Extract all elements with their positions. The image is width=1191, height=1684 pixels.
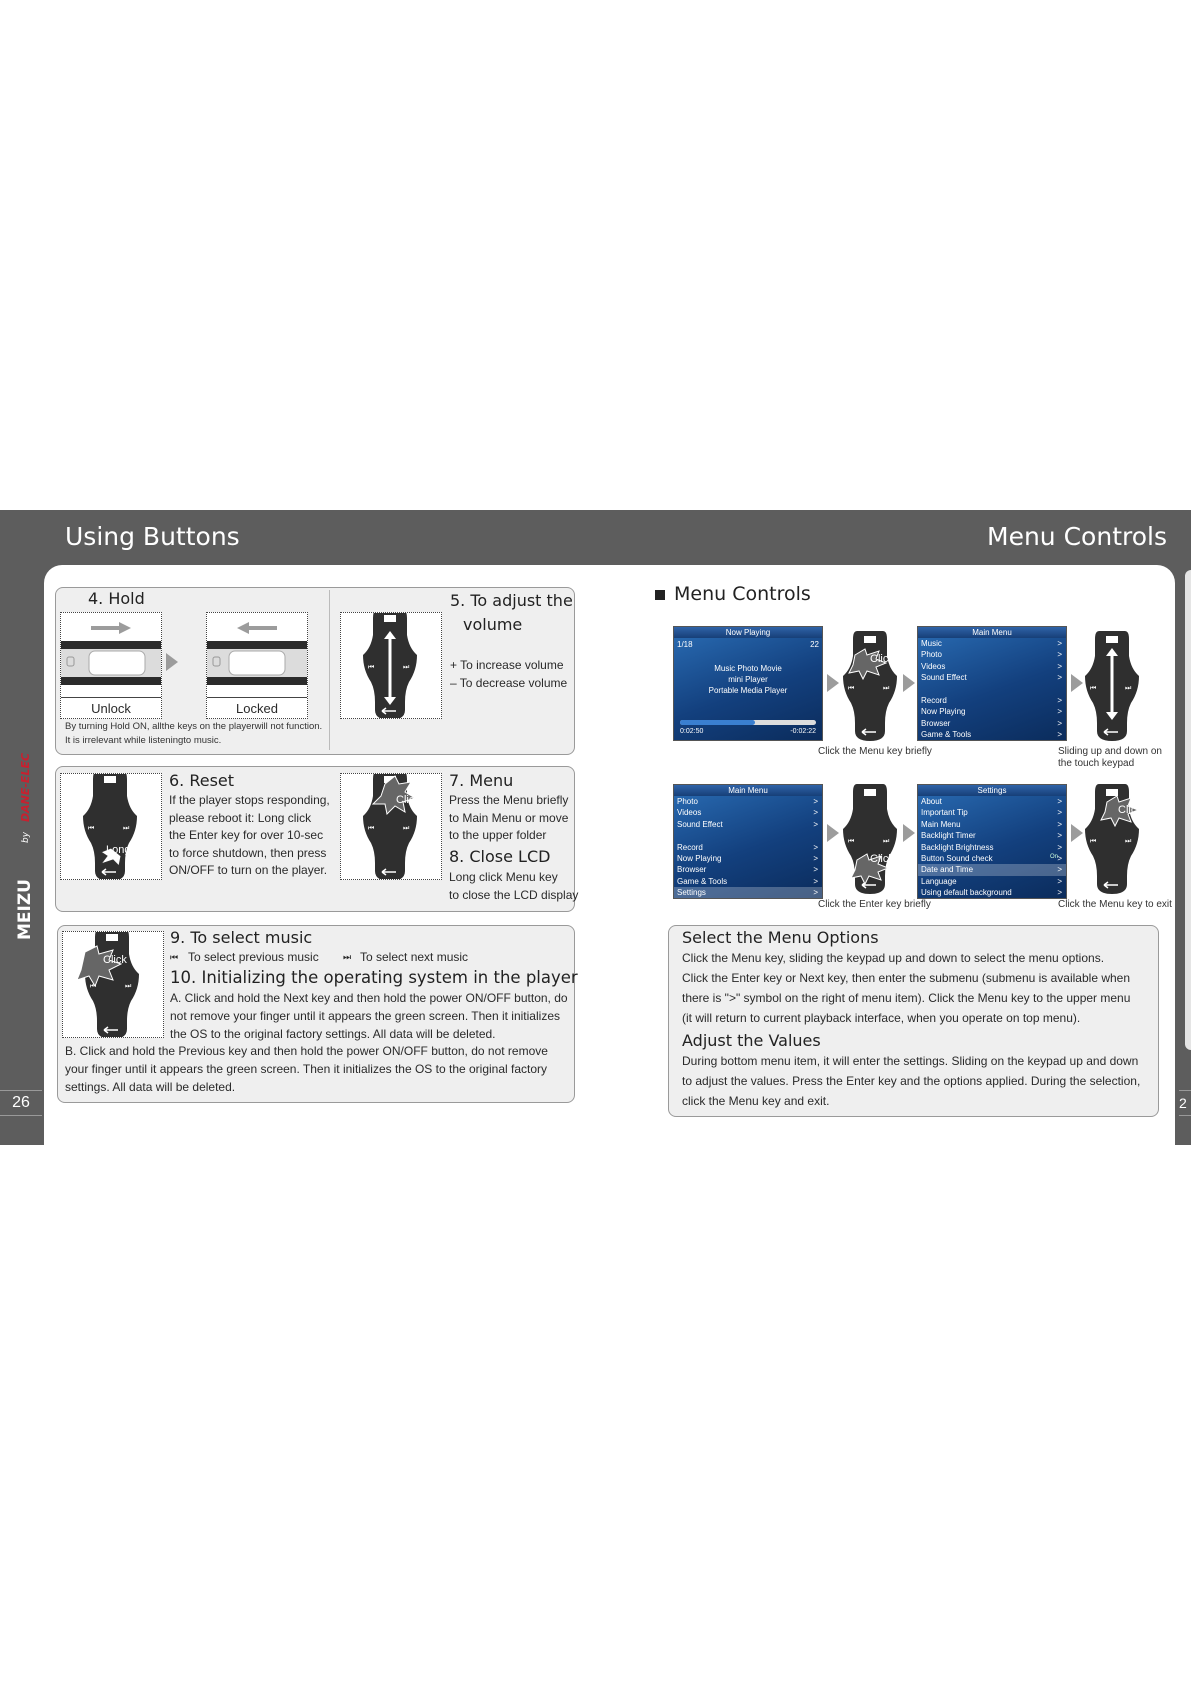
mm1-item-2: Videos > [918,661,1066,672]
brand-vertical [14,740,34,940]
divider [329,590,330,750]
st-item-4: Backlight Brightness > [918,842,1066,853]
close-lcd-line-1: Long click Menu key [449,870,558,884]
mm1-item-0: Music > [918,638,1066,649]
select-options-2: Click the Enter key or Next key, then enter the submenu (submenu is available when [682,971,1131,985]
remaining-time: -0:02:22 [790,728,816,735]
st-item-7: Language > [918,876,1066,887]
adjust-values-3: click the Menu key and exit. [682,1094,830,1108]
select-music-title: 9. To select music [170,928,313,947]
st-item-0: About > [918,796,1066,807]
settings-bar: Settings [918,785,1066,796]
reset-line-4: to force shutdown, then press [169,846,327,860]
menu-line-3: to the upper folder [449,828,547,842]
mm2-item-8: Game & Tools > [674,876,822,887]
keypad-enter-click-icon [843,784,899,894]
volume-title-1: 5. To adjust the [450,591,573,610]
mm2-item-1: Photo > [674,796,822,807]
page-title-left: Using Buttons [65,522,240,551]
init-a-1: A. Click and hold the Next key and then hold the power ON/OFF button, do [170,991,568,1005]
arrow-right-icon [166,653,178,671]
hold-note-1: By turning Hold ON, allthe keys on the playerwill not function. [65,721,323,732]
mm2-item-7: Browser > [674,864,822,875]
main-menu-bar-2: Main Menu [674,785,822,796]
st-item-6: Date and Time > [918,864,1066,875]
mm2-item-3: Sound Effect > [674,819,822,830]
select-options-3: there is ">" symbol on the right of menu item). Click the Menu key to the upper menu [682,991,1131,1005]
reset-keypad [61,774,161,879]
select-keypad-illustration [62,931,164,1038]
hold-title: 4. Hold [88,589,145,608]
arrow-right-icon [1071,674,1083,692]
hold-note-2: It is irrelevant while listeningto music. [65,735,222,746]
locked-label: Locked [207,697,307,718]
menu-line-2: to Main Menu or move [449,811,569,825]
next-track-icon: ⏭ [343,952,352,962]
settings-screen [917,784,1067,899]
now-playing-bar: Now Playing [674,627,822,638]
close-lcd-title: 8. Close LCD [449,847,551,866]
prev-track-icon: ⏮ [170,952,179,962]
volume-keypad [341,613,441,718]
init-a-3: the OS to the original factory settings. All data will be deleted. [170,1027,496,1041]
locked-illustration [206,612,308,719]
init-b-3: settings. All data will be deleted. [65,1080,236,1094]
st-item-8: Using default background > [918,887,1066,898]
mm1-item-3: Sound Effect > [918,672,1066,683]
np-line-1: Music Photo Movie [714,664,782,673]
reset-line-3: the Enter key for over 10-sec [169,828,324,842]
keypad-menu-exit-icon [1085,784,1141,894]
init-a-2: not remove your finger until it appears the green screen. Then it initializes [170,1009,560,1023]
click-badge-1: Click [870,653,894,665]
init-b-1: B. Click and hold the Previous key and then hold the power ON/OFF button, do not remove [65,1044,548,1058]
main-menu-screen-1 [917,626,1067,741]
adjust-values-title: Adjust the Values [682,1031,821,1050]
menu-line-1: Press the Menu briefly [449,793,569,807]
select-options-1: Click the Menu key, sliding the keypad up and down to select the menu options. [682,951,1105,965]
caption-slide-2: the touch keypad [1058,758,1135,769]
select-options-4: (it will return to current playback interface, when you operate on top menu). [682,1011,1081,1025]
main-menu-screen-2 [673,784,823,899]
mm1-item-5: Record > [918,695,1066,706]
volume-decrease: – To decrease volume [450,676,568,690]
click-badge-2: Click [870,853,894,865]
mm2-item-2: Videos > [674,807,822,818]
mm2-item-6: Now Playing > [674,853,822,864]
arrow-right-icon [1071,824,1083,842]
menu-keypad-illustration [340,773,442,880]
brand-partner: DANE-ELEC [19,752,32,822]
menu-title: 7. Menu [449,771,514,790]
np-line-2: mini Player [728,675,768,684]
brand-meizu: MEIZU [15,879,34,940]
adjust-values-2: to adjust the values. Press the Enter key and the options applied. During the selection, [682,1074,1141,1088]
arrow-right-icon [903,824,915,842]
button-sound-on: On [1049,854,1058,860]
volume-title-2: volume [463,615,523,634]
st-item-3: Backlight Timer > [918,830,1066,841]
select-options-title: Select the Menu Options [682,928,879,947]
st-item-1: Important Tip > [918,807,1066,818]
keypad-slide-icon [1085,631,1141,741]
keypad-menu-click-icon [843,631,899,741]
mm1-item-7: Browser > [918,718,1066,729]
page-number-left: 26 [0,1090,42,1116]
arrow-right-icon [903,674,915,692]
progress-fill [680,720,755,725]
elapsed-time: 0:02:50 [680,728,704,735]
unlock-illustration [60,612,162,719]
caption-enter-brief: Click the Enter key briefly [818,899,931,910]
arrow-right-icon [827,674,839,692]
st-item-5: Button Sound check > [918,853,1066,864]
select-next: To select next music [360,950,469,964]
adjust-values-1: During bottom menu item, it will enter the settings. Sliding on the keypad up and down [682,1054,1139,1068]
reset-line-2: please reboot it: Long click [169,811,312,825]
reset-line-1: If the player stops responding, [169,793,330,807]
next-page-edge [1185,570,1191,1050]
caption-slide-1: Sliding up and down on [1058,746,1162,757]
brand-logo [14,740,34,940]
st-item-2: Main Menu > [918,819,1066,830]
page-number-right: 2 [1179,1090,1191,1116]
click-badge-3: Click [1118,804,1142,816]
menu-controls-title: Menu Controls [674,583,811,605]
hold-switch-locked [207,613,307,699]
progress-track [680,720,816,725]
long-click-badge: Long Click [106,844,158,856]
select-prev: To select previous music [188,950,319,964]
reset-title: 6. Reset [169,771,235,790]
volume-increase: + To increase volume [450,658,564,672]
now-playing-screen [673,626,823,741]
np-line-3: Portable Media Player [708,686,788,695]
mm2-item-9: Settings > [674,887,822,898]
select-click-badge: Click [103,954,127,966]
menu-keypad [341,774,441,879]
caption-menu-exit: Click the Menu key to exit [1058,899,1172,910]
volume-keypad-illustration [340,612,442,719]
hold-switch-unlocked [61,613,161,699]
reset-line-5: ON/OFF to turn on the player. [169,863,328,877]
section-bullet [655,590,665,600]
unlock-label: Unlock [61,697,161,718]
main-menu-bar-1: Main Menu [918,627,1066,638]
brand-by: by [21,831,31,843]
mm1-item-6: Now Playing > [918,706,1066,717]
mm1-item-1: Photo > [918,649,1066,660]
caption-menu-brief: Click the Menu key briefly [818,746,932,757]
arrow-right-icon [827,824,839,842]
page-title-right: Menu Controls [987,522,1167,551]
init-title: 10. Initializing the operating system in the player [170,968,578,987]
mm2-item-5: Record > [674,842,822,853]
init-b-2: your finger until it appears the green screen. Then it initializes the OS to the original factory [65,1062,548,1076]
select-keypad [63,932,163,1037]
reset-keypad-illustration [60,773,162,880]
track-counter: 1/18 [677,640,693,649]
volume-level: 22 [810,640,819,649]
menu-click-badge: Click [396,794,420,806]
mm1-item-8: Game & Tools > [918,729,1066,740]
close-lcd-line-2: to close the LCD display [449,888,579,902]
